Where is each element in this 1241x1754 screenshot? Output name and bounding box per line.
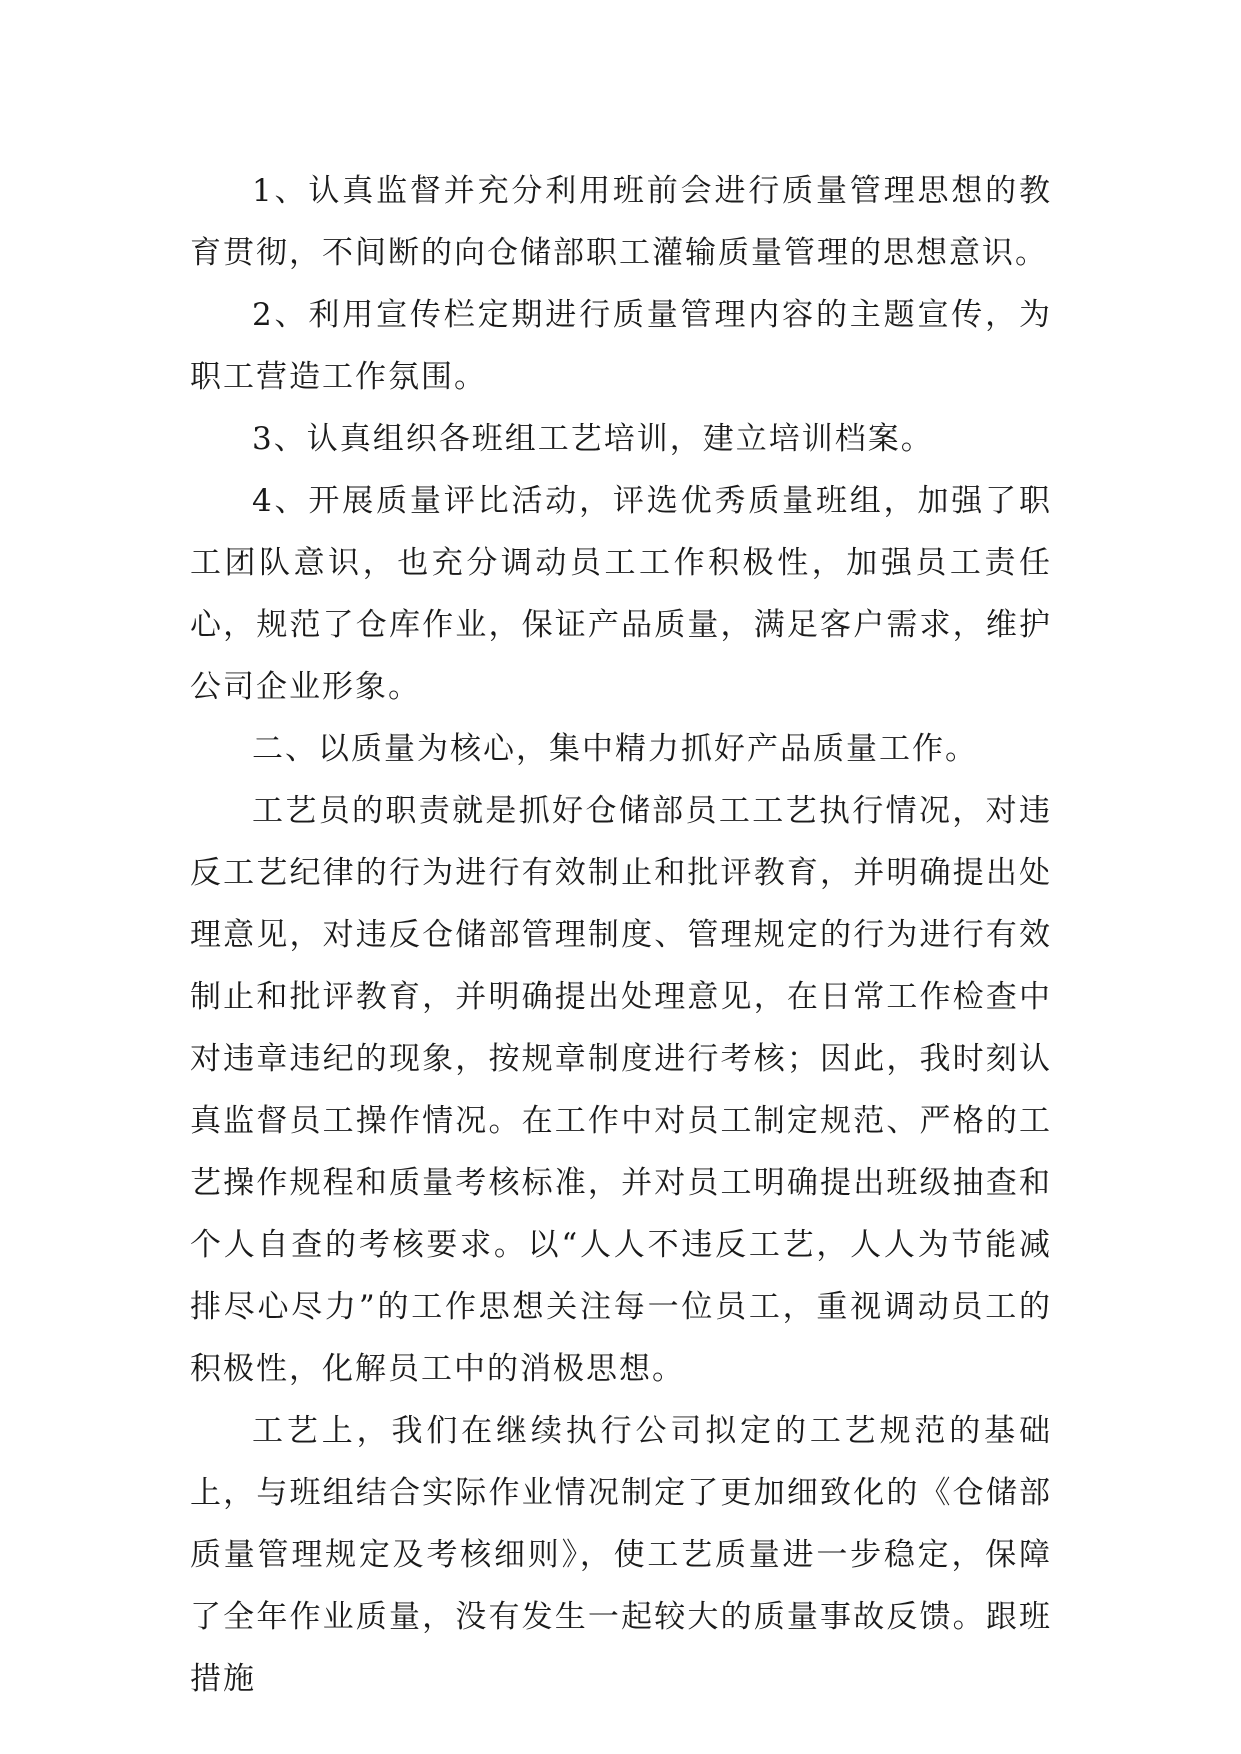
paragraph-7: 工艺上，我们在继续执行公司拟定的工艺规范的基础上，与班组结合实际作业情况制定了更加细致化的《仓储部质量管理规定及考核细则》，使工艺质量进一步稳定，保障了全年作业质量，没有发生一起较大的质量事故反馈。跟班措施 [190, 1413, 1052, 1697]
document-body [190, 160, 1052, 1710]
paragraph-6: 工艺员的职责就是抓好仓储部员工工艺执行情况，对违反工艺纪律的行为进行有效制止和批评教育，并明确提出处理意见，对违反仓储部管理制度、管理规定的行为进行有效制止和批评教育，并明确提出处理意见，在日常工作检查中对违章违纪的现象，按规章制度进行考核；因此，我时刻认真监督员工操作情况。在工作中对员工制定规范、严格的工艺操作规程和质量考核标准，并对员工明确提出班级抽查和个人自查的考核要求。以“人人不违反工艺，人人为节能减排尽心尽力”的工作思想关注每一位员工，重视调动员工的积极性，化解员工中的消极思想。 [190, 793, 1052, 1387]
section-heading-2: 二、以质量为核心，集中精力抓好产品质量工作。 [252, 731, 978, 767]
paragraph-3: 3、认真组织各班组工艺培训，建立培训档案。 [252, 421, 934, 457]
paragraph-4: 4、开展质量评比活动，评选优秀质量班组，加强了职工团队意识，也充分调动员工工作积极性，加强员工责任心，规范了仓库作业，保证产品质量，满足客户需求，维护公司企业形象。 [190, 483, 1052, 705]
paragraph-1: 1、认真监督并充分利用班前会进行质量管理思想的教育贯彻，不间断的向仓储部职工灌输质量管理的思想意识。 [190, 173, 1052, 271]
paragraph-2: 2、利用宣传栏定期进行质量管理内容的主题宣传，为职工营造工作氛围。 [190, 297, 1052, 395]
